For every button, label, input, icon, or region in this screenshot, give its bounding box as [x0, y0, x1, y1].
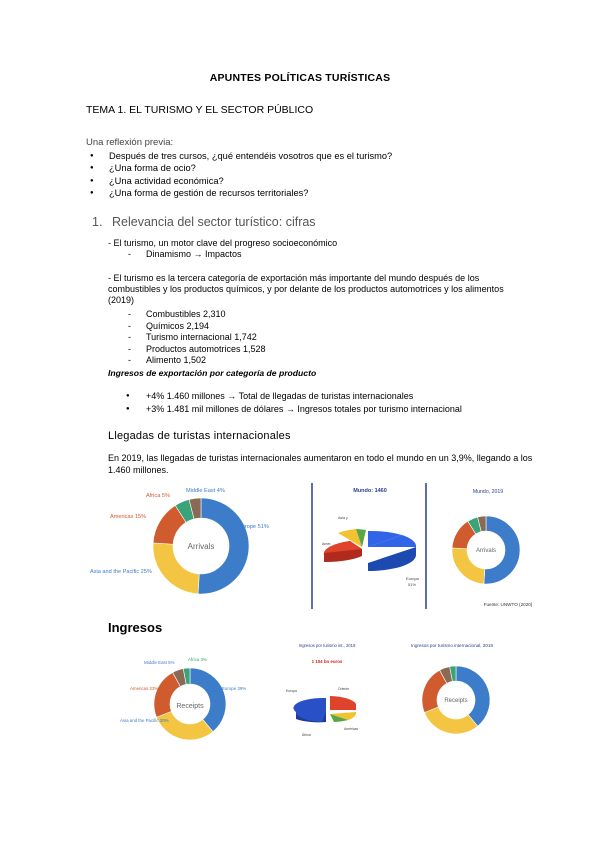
- arrivals-donut-chart: [88, 480, 298, 608]
- pie3d-title: Ingresos por turismo int., 2019: [298, 643, 356, 648]
- list-item: - Turismo internacional 1,742: [108, 332, 266, 344]
- arrivals-small-donut-chart: [428, 484, 540, 610]
- small-center-label: Receipts: [444, 698, 468, 704]
- list-item: - Alimento 1,502: [108, 355, 266, 367]
- receipts-center-label: Receipts: [176, 703, 204, 710]
- donut-slice-asia-and-the-pacific: [157, 711, 213, 740]
- label-africa: Africa 5%: [146, 493, 170, 499]
- pie3d-subtitle: 1 104 bn euros: [311, 659, 343, 664]
- list-item: - Combustibles 2,310: [108, 309, 266, 321]
- llegadas-paragraph: En 2019, las llegadas de turistas internacionales aumentaron en todo el mundo en un 3,9%, llegando a los 1.460 millones.: [108, 453, 533, 475]
- exports-list: [108, 309, 266, 367]
- label-middle-east: Middle East 4%: [186, 488, 225, 494]
- pie3d-title: Mundo: 1460: [353, 488, 387, 494]
- pie3d-label: Américas: [344, 727, 359, 731]
- totals-list: [108, 390, 462, 415]
- label-europe: Europe 51%: [238, 524, 269, 530]
- small-chart-title: Mundo, 2019: [472, 489, 504, 495]
- label-africa: Africa 3%: [188, 657, 207, 662]
- section-number: 1.: [92, 215, 103, 229]
- small-center-label: Arrivals: [475, 548, 497, 554]
- pie3d-label-europe-pct: 51%: [408, 582, 417, 587]
- reflexion-list: [86, 150, 392, 199]
- pie-slice-asia: [330, 696, 356, 710]
- ingresos-heading: Ingresos: [108, 620, 163, 635]
- list-item: ● +3% 1.481 mil millones de dólares → Ingresos totales por turismo internacional: [108, 403, 462, 416]
- pie3d-label: Amér.: [322, 542, 332, 546]
- arrivals-3d-pie: [310, 483, 428, 609]
- pie3d-label-europe: Europa: [406, 576, 419, 581]
- tema-heading: TEMA 1. EL TURISMO Y EL SECTOR PÚBLICO: [86, 104, 314, 116]
- receipts-donut-chart: [118, 652, 278, 746]
- section-subline: - Dinamismo → Impactos: [108, 249, 600, 261]
- list-item: ● +4% 1.460 millones → Total de llegadas de turistas internacionales: [108, 390, 462, 403]
- list-item: ● Después de tres cursos, ¿qué entendéis vosotros que es el turismo?: [86, 150, 392, 162]
- reflexion-heading: Una reflexión previa:: [86, 137, 174, 148]
- small-chart-title: Ingresos por turismo internacional, 2019: [411, 643, 493, 648]
- pie-slice-europe-side: [368, 547, 416, 571]
- label-americas: Americas 23%: [130, 686, 159, 691]
- list-item: - Químicos 2,194: [108, 321, 266, 333]
- pie3d-label: Europa: [286, 689, 297, 693]
- section-title: Relevancia del sector turístico: cifras: [112, 215, 316, 229]
- exports-caption: Ingresos de exportación por categoría de producto: [108, 368, 317, 378]
- list-item: ● ¿Una forma de gestión de recursos territoriales?: [86, 187, 392, 199]
- section-line: - El turismo, un motor clave del progreso socioeconómico: [108, 238, 338, 248]
- exports-paragraph: - El turismo es la tercera categoría de exportación más importante del mundo después de los combustibles y los productos químicos, y por delante de los productos automotrices y los alimentos (2019): [108, 273, 504, 306]
- receipts-3d-pie: [282, 640, 372, 748]
- pie3d-label: África: [302, 733, 311, 737]
- label-asia: Asia and the Pacific 30%: [120, 718, 169, 723]
- pie-slice-europe: [296, 712, 326, 722]
- donut-slice-europe: [190, 668, 226, 732]
- label-middle-east: Middle East 5%: [144, 660, 175, 665]
- donut-slice-europe: [456, 666, 490, 726]
- donut-slice-asia-and-the-pacific: [424, 707, 477, 734]
- section-heading: [92, 215, 316, 229]
- page-title: APUNTES POLÍTICAS TURÍSTICAS: [209, 72, 391, 84]
- pie3d-label: Asia y: [338, 516, 348, 520]
- list-item: ● ¿Una actividad económica?: [86, 175, 392, 187]
- list-item: - Productos automotrices 1,528: [108, 344, 266, 356]
- source-note: Fuente: UNWTO (2020): [483, 602, 533, 607]
- arrivals-center-label: Arrivals: [187, 542, 215, 551]
- pie3d-label: Oriente: [338, 687, 350, 691]
- receipts-small-donut-chart: [392, 640, 510, 748]
- label-americas: Americas 15%: [110, 514, 147, 520]
- pie-slice-europe: [293, 698, 326, 712]
- label-europe: Europe 39%: [222, 686, 247, 691]
- label-asia: Asia and the Pacific 25%: [90, 569, 152, 575]
- llegadas-heading: Llegadas de turistas internacionales: [108, 430, 291, 442]
- list-item: ● ¿Una forma de ocio?: [86, 162, 392, 174]
